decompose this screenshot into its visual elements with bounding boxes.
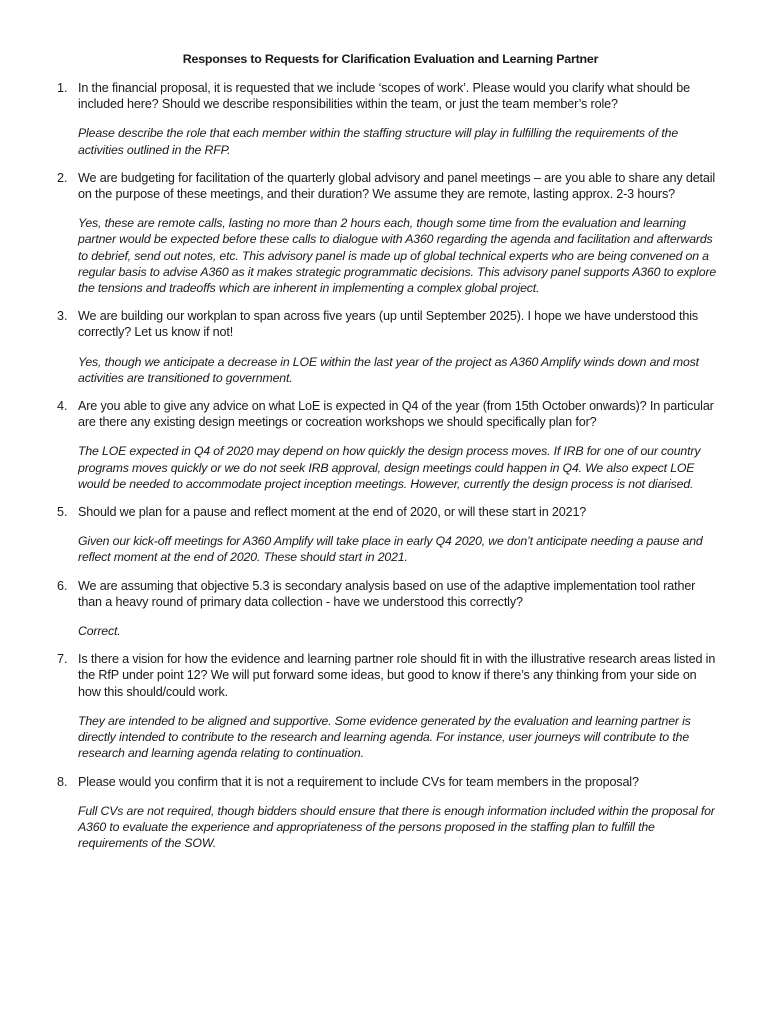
qa-item-6: [57, 578, 718, 640]
qa-item-7: [57, 651, 718, 761]
qa-item-3: [57, 308, 718, 386]
question-text: Should we plan for a pause and reflect moment at the end of 2020, or will these start in 2021?: [78, 505, 587, 520]
question-text: Please would you confirm that it is not a requirement to include CVs for team members in the proposal?: [78, 774, 639, 789]
answer-text: Yes, these are remote calls, lasting no more than 2 hours each, though some time from the evaluation and learning partner would be expected before these calls to dialogue with A360 regarding the agenda and facilitation and afterwards to debrief, send out notes, etc. This advisory panel is made up of global technical experts who are being convened on a regular basis to advise A360 as it makes strategic programmatic decisions. This advisory panel supports A360 to explore the tensions and tradeoffs which are inherent in implementing a complex global project.: [78, 216, 717, 296]
answer-text: Correct.: [78, 624, 121, 639]
document-title: Responses to Requests for Clarification Evaluation and Learning Partner: [182, 52, 599, 66]
question-text: In the financial proposal, it is requested that we include ‘scopes of work’. Please would you clarify what should be included here? Should we describe responsibilities within the team, or just the team member’s role?: [78, 81, 690, 112]
answer-text: Given our kick-off meetings for A360 Amplify will take place in early Q4 2020, we don’t anticipate needing a pause and reflect moment at the end of 2020. These should start in 2021.: [78, 534, 703, 565]
item-number: 8.: [57, 774, 68, 789]
qa-item-2: [57, 170, 718, 296]
qa-item-5: [57, 504, 718, 566]
item-number: 4.: [57, 399, 68, 414]
answer-text: Yes, though we anticipate a decrease in LOE within the last year of the project as A360 Amplify winds down and most activities are transitioned to government.: [78, 354, 699, 385]
item-number: 6.: [57, 578, 68, 593]
question-text: We are budgeting for facilitation of the quarterly global advisory and panel meetings – are you able to share any detail on the purpose of these meetings, and their duration? We assume they are remote, lasting approx. 2-3 hours?: [78, 170, 716, 202]
qa-item-4: [57, 398, 718, 492]
item-number: 2.: [57, 170, 68, 185]
question-text: Are you able to give any advice on what LoE is expected in Q4 of the year (from 15th October onwards)? In particular are there any existing design meetings or cocreation workshops we should specifically plan for?: [78, 399, 714, 430]
answer-text: The LOE expected in Q4 of 2020 may depend on how quickly the design process moves. If IRB for one of our country programs moves quickly or we do not seek IRB approval, design meetings could happen in Q4. We also expect LOE would be needed to accommodate project inception meetings. However, currently the design process is not diarised.: [78, 444, 701, 491]
item-number: 7.: [57, 652, 68, 667]
item-number: 1.: [57, 81, 68, 95]
item-number: 5.: [57, 505, 68, 520]
answer-text: Please describe the role that each member within the staffing structure will play in fulfilling the requirements of the activities outlined in the RFP.: [78, 126, 679, 157]
question-text: We are building our workplan to span across five years (up until September 2025). I hope we have understood this correctly? Let us know if not!: [78, 309, 699, 340]
qa-item-8: [57, 774, 718, 852]
answer-text: Full CVs are not required, though bidders should ensure that there is enough information included within the proposal for A360 to evaluate the experience and appropriateness of the persons proposed in the staffing plan to fulfill the requirements of the SOW.: [78, 803, 715, 851]
qa-list: [57, 80, 718, 851]
question-text: We are assuming that objective 5.3 is secondary analysis based on use of the adaptive implementation tool rather than a heavy round of primary data collection - have we understood this correctly?: [78, 578, 696, 609]
qa-item-1: [57, 80, 718, 158]
item-number: 3.: [57, 309, 68, 324]
question-text: Is there a vision for how the evidence and learning partner role should fit in with the illustrative research areas listed in the RfP under point 12? We will put forward some ideas, but good to know if there’s any thinking from your side on how this should/could work.: [78, 652, 716, 699]
answer-text: They are intended to be aligned and supportive. Some evidence generated by the evaluation and learning partner is directly intended to contribute to the research and learning agenda. For instance, user journeys will contribute to the research and learning agenda relating to continuation.: [78, 713, 691, 761]
